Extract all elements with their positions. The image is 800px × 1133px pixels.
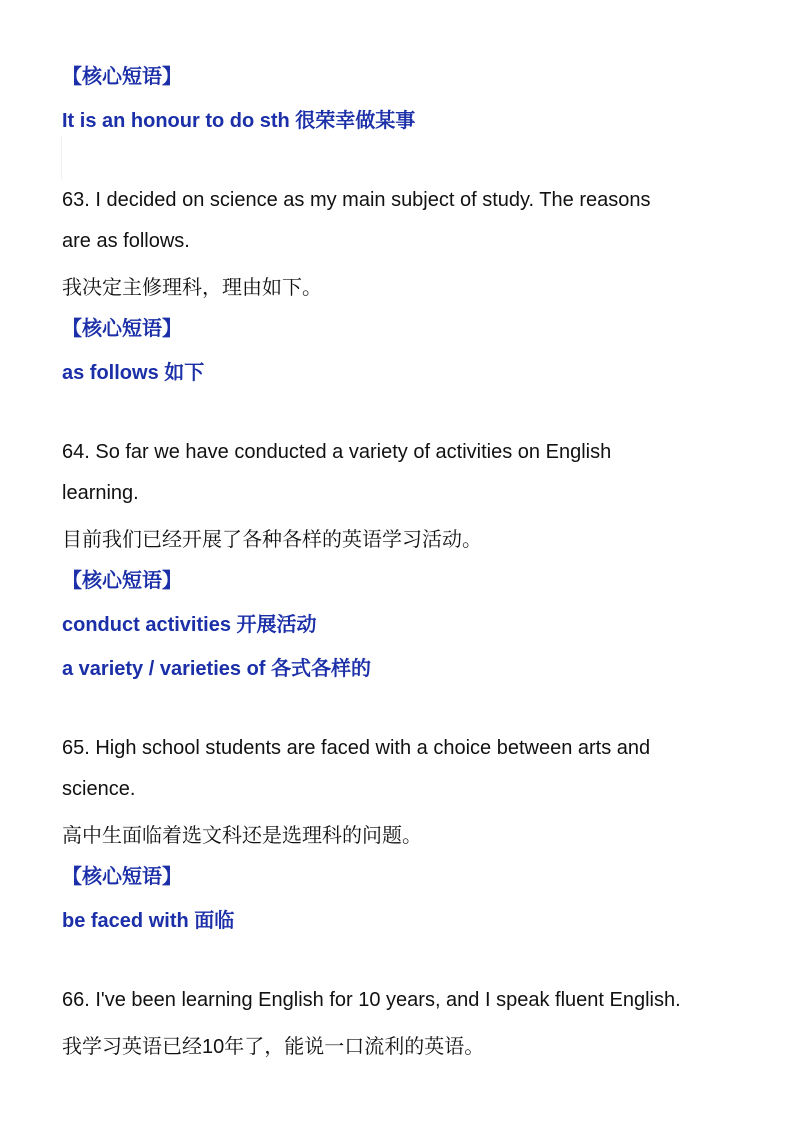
chinese-translation: 我学习英语已经10年了，能说一口流利的英语。 bbox=[62, 1036, 485, 1058]
core-phrase-heading: 【核心短语】 bbox=[62, 318, 182, 340]
core-phrase: a variety / varieties of 各式各样的 bbox=[62, 658, 372, 680]
faint-margin-rule bbox=[61, 136, 62, 180]
example-sentence-line: are as follows. bbox=[62, 230, 190, 252]
core-phrase-heading: 【核心短语】 bbox=[62, 66, 182, 88]
chinese-translation: 目前我们已经开展了各种各样的英语学习活动。 bbox=[62, 529, 482, 551]
chinese-translation: 高中生面临着选文科还是选理科的问题。 bbox=[62, 825, 422, 847]
core-phrase: It is an honour to do sth 很荣幸做某事 bbox=[62, 110, 416, 132]
example-sentence-line: learning. bbox=[62, 482, 139, 504]
core-phrase: conduct activities 开展活动 bbox=[62, 614, 317, 636]
core-phrase: as follows 如下 bbox=[62, 362, 205, 384]
example-sentence-line: 65. High school students are faced with a choice between arts and bbox=[62, 737, 651, 759]
example-sentence-line: 63. I decided on science as my main subject of study. The reasons bbox=[62, 189, 651, 211]
core-phrase: be faced with 面临 bbox=[62, 910, 235, 932]
example-sentence-line: 66. I've been learning English for 10 years, and I speak fluent English. bbox=[62, 989, 681, 1011]
chinese-translation: 我决定主修理科，理由如下。 bbox=[62, 277, 322, 299]
core-phrase-heading: 【核心短语】 bbox=[62, 570, 182, 592]
example-sentence-line: 64. So far we have conducted a variety of activities on English bbox=[62, 441, 612, 463]
core-phrase-heading: 【核心短语】 bbox=[62, 866, 182, 888]
example-sentence-line: science. bbox=[62, 778, 136, 800]
